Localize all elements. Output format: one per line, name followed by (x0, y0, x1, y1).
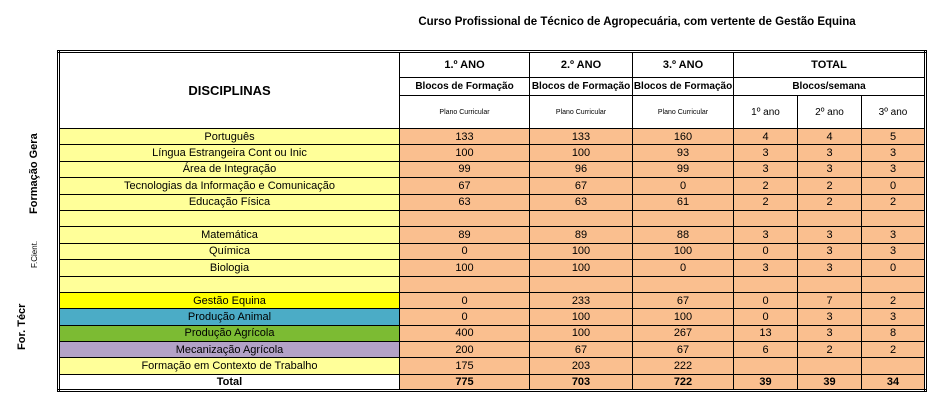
table-row (59, 145, 926, 161)
value-cell: 222 (633, 358, 734, 374)
total-year3-header: 3º ano (862, 96, 926, 129)
value-cell: 3 (734, 260, 798, 276)
curriculum-table (57, 50, 927, 392)
value-cell: 0 (734, 243, 798, 259)
value-cell: 775 (400, 374, 530, 390)
subject-cell: Gestão Equina (59, 292, 400, 308)
value-cell: 3 (798, 161, 862, 177)
value-cell: 0 (400, 292, 530, 308)
subject-cell: Química (59, 243, 400, 259)
value-cell: 3 (798, 325, 862, 341)
value-cell: 100 (530, 309, 633, 325)
subject-cell: Produção Animal (59, 309, 400, 325)
value-cell: 3 (798, 145, 862, 161)
value-cell: 100 (400, 145, 530, 161)
table-row (59, 325, 926, 341)
year2-header: 2.º ANO (530, 52, 633, 78)
value-cell: 3 (862, 309, 926, 325)
table-row (59, 374, 926, 390)
subject-cell: Formação em Contexto de Trabalho (59, 358, 400, 374)
value-cell: 39 (734, 374, 798, 390)
value-cell: 133 (530, 129, 633, 145)
value-cell: 267 (633, 325, 734, 341)
table-row (59, 194, 926, 210)
value-cell: 93 (633, 145, 734, 161)
value-cell: 2 (798, 342, 862, 358)
subject-cell: Área de Integração (59, 161, 400, 177)
value-cell (862, 358, 926, 374)
total-header: TOTAL (734, 52, 926, 78)
value-cell: 0 (633, 260, 734, 276)
value-cell: 0 (400, 243, 530, 259)
value-cell (734, 210, 798, 226)
blocos-formacao-3: Blocos de Formação (633, 78, 734, 96)
value-cell: 5 (862, 129, 926, 145)
value-cell: 160 (633, 129, 734, 145)
value-cell: 3 (862, 161, 926, 177)
value-cell: 3 (798, 309, 862, 325)
value-cell: 0 (734, 292, 798, 308)
value-cell: 233 (530, 292, 633, 308)
section-label-formacao-tecnica: For. Técr (16, 303, 28, 351)
value-cell: 89 (530, 227, 633, 243)
value-cell: 2 (798, 178, 862, 194)
value-cell: 2 (862, 342, 926, 358)
value-cell: 100 (530, 145, 633, 161)
total-year2-header: 2º ano (798, 96, 862, 129)
table-row (59, 129, 926, 145)
value-cell: 133 (400, 129, 530, 145)
subject-cell: Matemática (59, 227, 400, 243)
value-cell: 100 (400, 260, 530, 276)
value-cell: 0 (862, 260, 926, 276)
value-cell (798, 210, 862, 226)
value-cell (633, 276, 734, 292)
value-cell: 100 (530, 243, 633, 259)
table-row (59, 243, 926, 259)
value-cell: 100 (633, 309, 734, 325)
year1-header: 1.º ANO (400, 52, 530, 78)
table-row (59, 178, 926, 194)
value-cell: 703 (530, 374, 633, 390)
section-label-formacao-geral: Formação Gera (28, 133, 40, 215)
value-cell: 2 (862, 194, 926, 210)
value-cell (734, 358, 798, 374)
value-cell (862, 276, 926, 292)
table-row (59, 358, 926, 374)
value-cell: 3 (798, 227, 862, 243)
value-cell (633, 210, 734, 226)
value-cell (530, 210, 633, 226)
value-cell: 3 (862, 227, 926, 243)
blocos-formacao-1: Blocos de Formação (400, 78, 530, 96)
value-cell: 96 (530, 161, 633, 177)
value-cell (862, 210, 926, 226)
value-cell: 34 (862, 374, 926, 390)
subject-cell: Produção Agrícola (59, 325, 400, 341)
disciplinas-header: DISCIPLINAS (59, 52, 400, 129)
value-cell: 3 (798, 260, 862, 276)
value-cell: 0 (400, 309, 530, 325)
subject-cell: Mecanização Agrícola (59, 342, 400, 358)
plano-curricular-1: Plano Curricular (400, 96, 530, 129)
value-cell: 67 (633, 292, 734, 308)
table-row-spacer (59, 210, 926, 226)
total-year1-header: 1º ano (734, 96, 798, 129)
value-cell (400, 210, 530, 226)
value-cell: 8 (862, 325, 926, 341)
subject-cell: Biologia (59, 260, 400, 276)
table-body (59, 129, 926, 391)
value-cell: 2 (734, 178, 798, 194)
value-cell: 0 (862, 178, 926, 194)
value-cell: 3 (862, 145, 926, 161)
value-cell: 13 (734, 325, 798, 341)
table-row (59, 309, 926, 325)
value-cell: 88 (633, 227, 734, 243)
value-cell: 0 (633, 178, 734, 194)
value-cell (734, 276, 798, 292)
value-cell: 3 (734, 145, 798, 161)
subject-cell: Língua Estrangeira Cont ou Inic (59, 145, 400, 161)
value-cell: 100 (633, 243, 734, 259)
value-cell: 3 (734, 227, 798, 243)
value-cell: 4 (734, 129, 798, 145)
table-row (59, 227, 926, 243)
value-cell: 63 (400, 194, 530, 210)
value-cell: 99 (400, 161, 530, 177)
table-row (59, 260, 926, 276)
blocos-semana-header: Blocos/semana (734, 78, 926, 96)
subject-cell: Educação Física (59, 194, 400, 210)
value-cell: 89 (400, 227, 530, 243)
subject-cell (59, 210, 400, 226)
value-cell (798, 276, 862, 292)
value-cell: 7 (798, 292, 862, 308)
value-cell: 67 (530, 342, 633, 358)
value-cell: 722 (633, 374, 734, 390)
value-cell (530, 276, 633, 292)
plano-curricular-2: Plano Curricular (530, 96, 633, 129)
value-cell: 203 (530, 358, 633, 374)
value-cell: 3 (798, 243, 862, 259)
value-cell: 400 (400, 325, 530, 341)
section-label-formacao-cientifica: F.Cient. (30, 240, 39, 268)
value-cell: 2 (798, 194, 862, 210)
subject-cell (59, 276, 400, 292)
value-cell: 67 (633, 342, 734, 358)
value-cell: 2 (734, 194, 798, 210)
value-cell: 6 (734, 342, 798, 358)
value-cell: 61 (633, 194, 734, 210)
table-row (59, 161, 926, 177)
value-cell: 2 (862, 292, 926, 308)
blocos-formacao-2: Blocos de Formação (530, 78, 633, 96)
year3-header: 3.º ANO (633, 52, 734, 78)
page-title: Curso Profissional de Técnico de Agropecuária, com vertente de Gestão Equina (418, 16, 856, 28)
table-row (59, 292, 926, 308)
value-cell: 67 (400, 178, 530, 194)
value-cell: 100 (530, 325, 633, 341)
value-cell: 39 (798, 374, 862, 390)
subject-cell: Português (59, 129, 400, 145)
value-cell: 67 (530, 178, 633, 194)
value-cell (400, 276, 530, 292)
value-cell: 99 (633, 161, 734, 177)
value-cell: 200 (400, 342, 530, 358)
value-cell: 63 (530, 194, 633, 210)
table-row-spacer (59, 276, 926, 292)
value-cell: 100 (530, 260, 633, 276)
value-cell: 175 (400, 358, 530, 374)
subject-cell: Total (59, 374, 400, 390)
table-row (59, 342, 926, 358)
value-cell: 4 (798, 129, 862, 145)
header-row-years (59, 52, 926, 78)
subject-cell: Tecnologias da Informação e Comunicação (59, 178, 400, 194)
plano-curricular-3: Plano Curricular (633, 96, 734, 129)
value-cell (798, 358, 862, 374)
value-cell: 3 (734, 161, 798, 177)
value-cell: 3 (862, 243, 926, 259)
value-cell: 0 (734, 309, 798, 325)
